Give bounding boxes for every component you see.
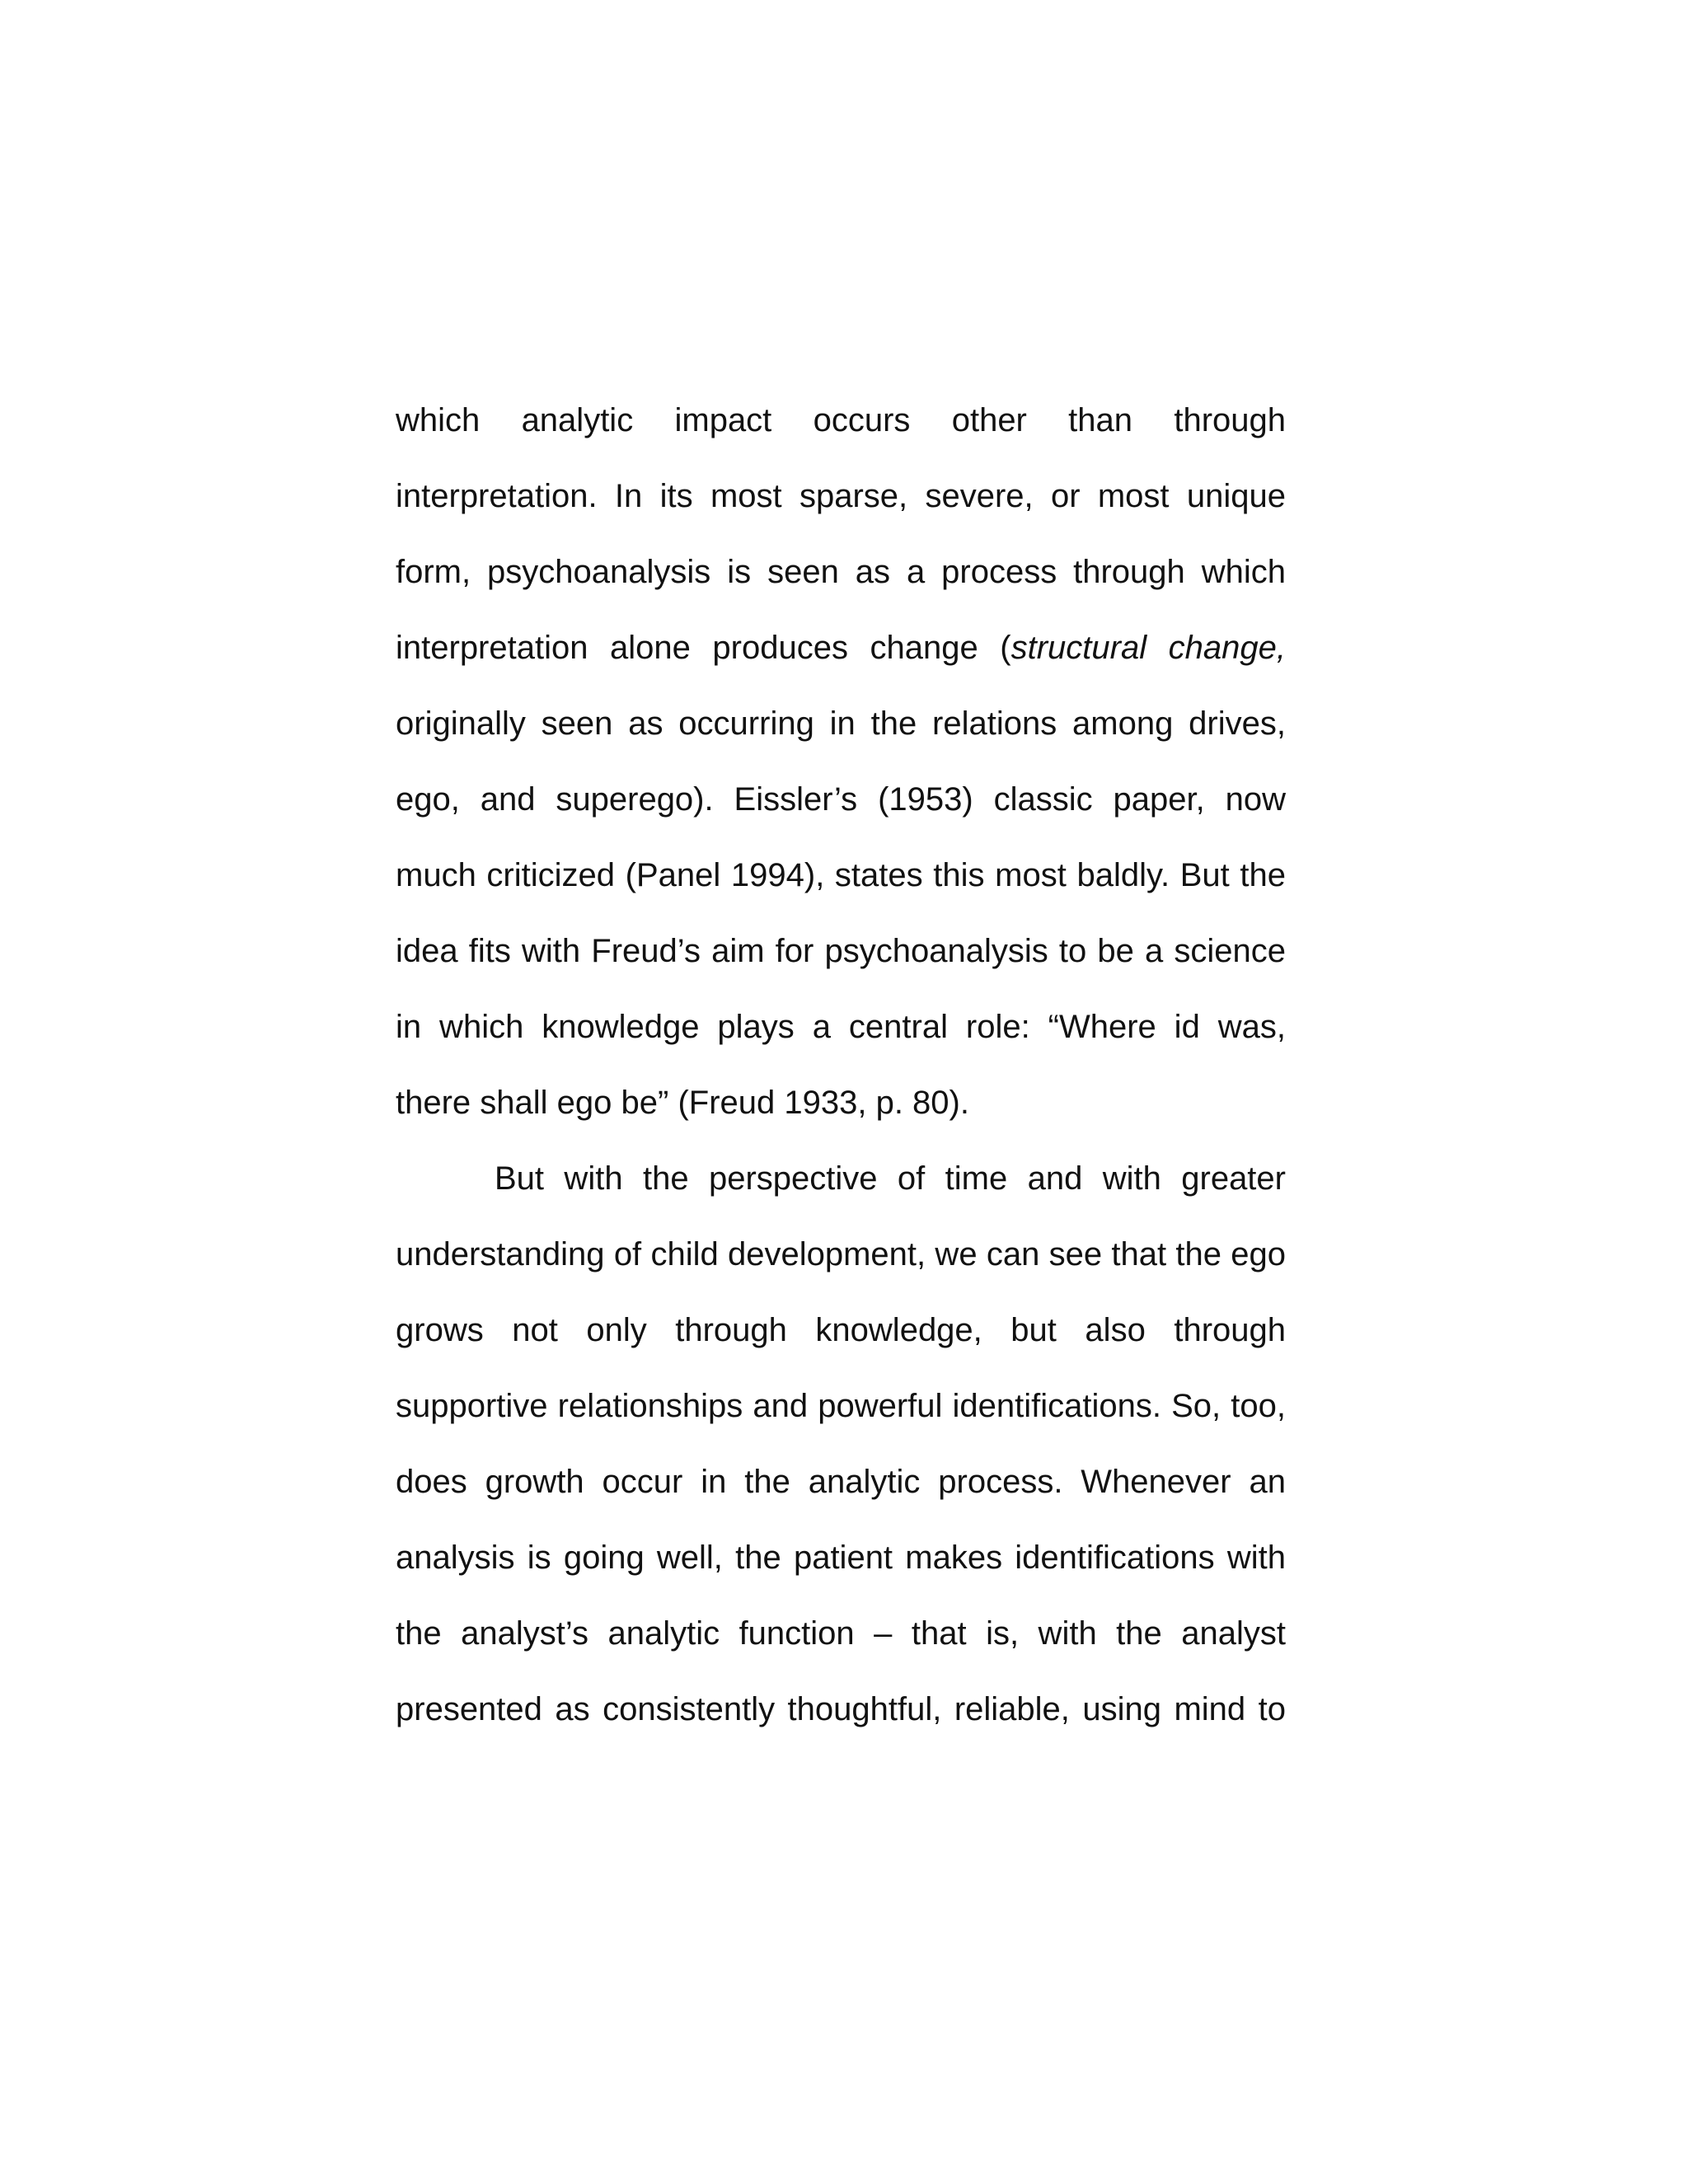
text-line bbox=[396, 1065, 1286, 1141]
text-line bbox=[396, 1141, 1286, 1216]
text-line bbox=[396, 1520, 1286, 1596]
text-line bbox=[396, 610, 1286, 686]
text-run: form, psychoanalysis is seen as a process through which bbox=[396, 554, 1286, 590]
text-line bbox=[396, 1368, 1286, 1444]
text-run: idea fits with Freud’s aim for psychoanalysis to be a science bbox=[396, 933, 1286, 969]
text-line bbox=[396, 1292, 1286, 1368]
text-run: in which knowledge plays a central role: “Where id was, bbox=[396, 1009, 1286, 1045]
text-line bbox=[396, 382, 1286, 458]
text-run: supportive relationships and powerful identifications. So, too, bbox=[396, 1388, 1286, 1424]
paragraph bbox=[396, 382, 1286, 1141]
text-run: which analytic impact occurs other than through bbox=[396, 402, 1286, 438]
text-line bbox=[396, 1671, 1286, 1747]
body-text bbox=[396, 382, 1286, 1747]
text-line bbox=[396, 762, 1286, 837]
text-run: interpretation. In its most sparse, severe, or most unique bbox=[396, 478, 1286, 514]
text-run: there shall ego be” (Freud 1933, p. 80). bbox=[396, 1085, 969, 1121]
text-run: understanding of child development, we can see that the ego bbox=[396, 1236, 1286, 1272]
text-run: interpretation alone produces change ( bbox=[396, 630, 1011, 666]
paragraph bbox=[396, 1141, 1286, 1747]
italic-text-run: structural change, bbox=[1010, 630, 1287, 666]
text-run: does growth occur in the analytic process. Whenever an bbox=[396, 1464, 1286, 1500]
text-line bbox=[396, 1444, 1286, 1520]
text-line bbox=[396, 534, 1286, 610]
text-run: the analyst’s analytic function – that is, with the analyst bbox=[396, 1615, 1286, 1652]
text-run: originally seen as occurring in the relations among drives, bbox=[396, 705, 1286, 742]
text-run: analysis is going well, the patient makes identifications with bbox=[396, 1540, 1286, 1576]
text-line bbox=[396, 989, 1286, 1065]
text-line bbox=[396, 458, 1286, 534]
text-line bbox=[396, 837, 1286, 913]
text-line bbox=[396, 1596, 1286, 1671]
text-line bbox=[396, 1216, 1286, 1292]
text-run: ego, and superego). Eissler’s (1953) classic paper, now bbox=[396, 781, 1286, 818]
text-run: grows not only through knowledge, but also through bbox=[396, 1312, 1286, 1348]
text-line bbox=[396, 686, 1286, 762]
text-run: much criticized (Panel 1994), states this most baldly. But the bbox=[396, 857, 1286, 893]
text-run: presented as consistently thoughtful, reliable, using mind to bbox=[396, 1691, 1286, 1727]
text-run: But with the perspective of time and with greater bbox=[495, 1160, 1286, 1197]
text-line bbox=[396, 913, 1286, 989]
